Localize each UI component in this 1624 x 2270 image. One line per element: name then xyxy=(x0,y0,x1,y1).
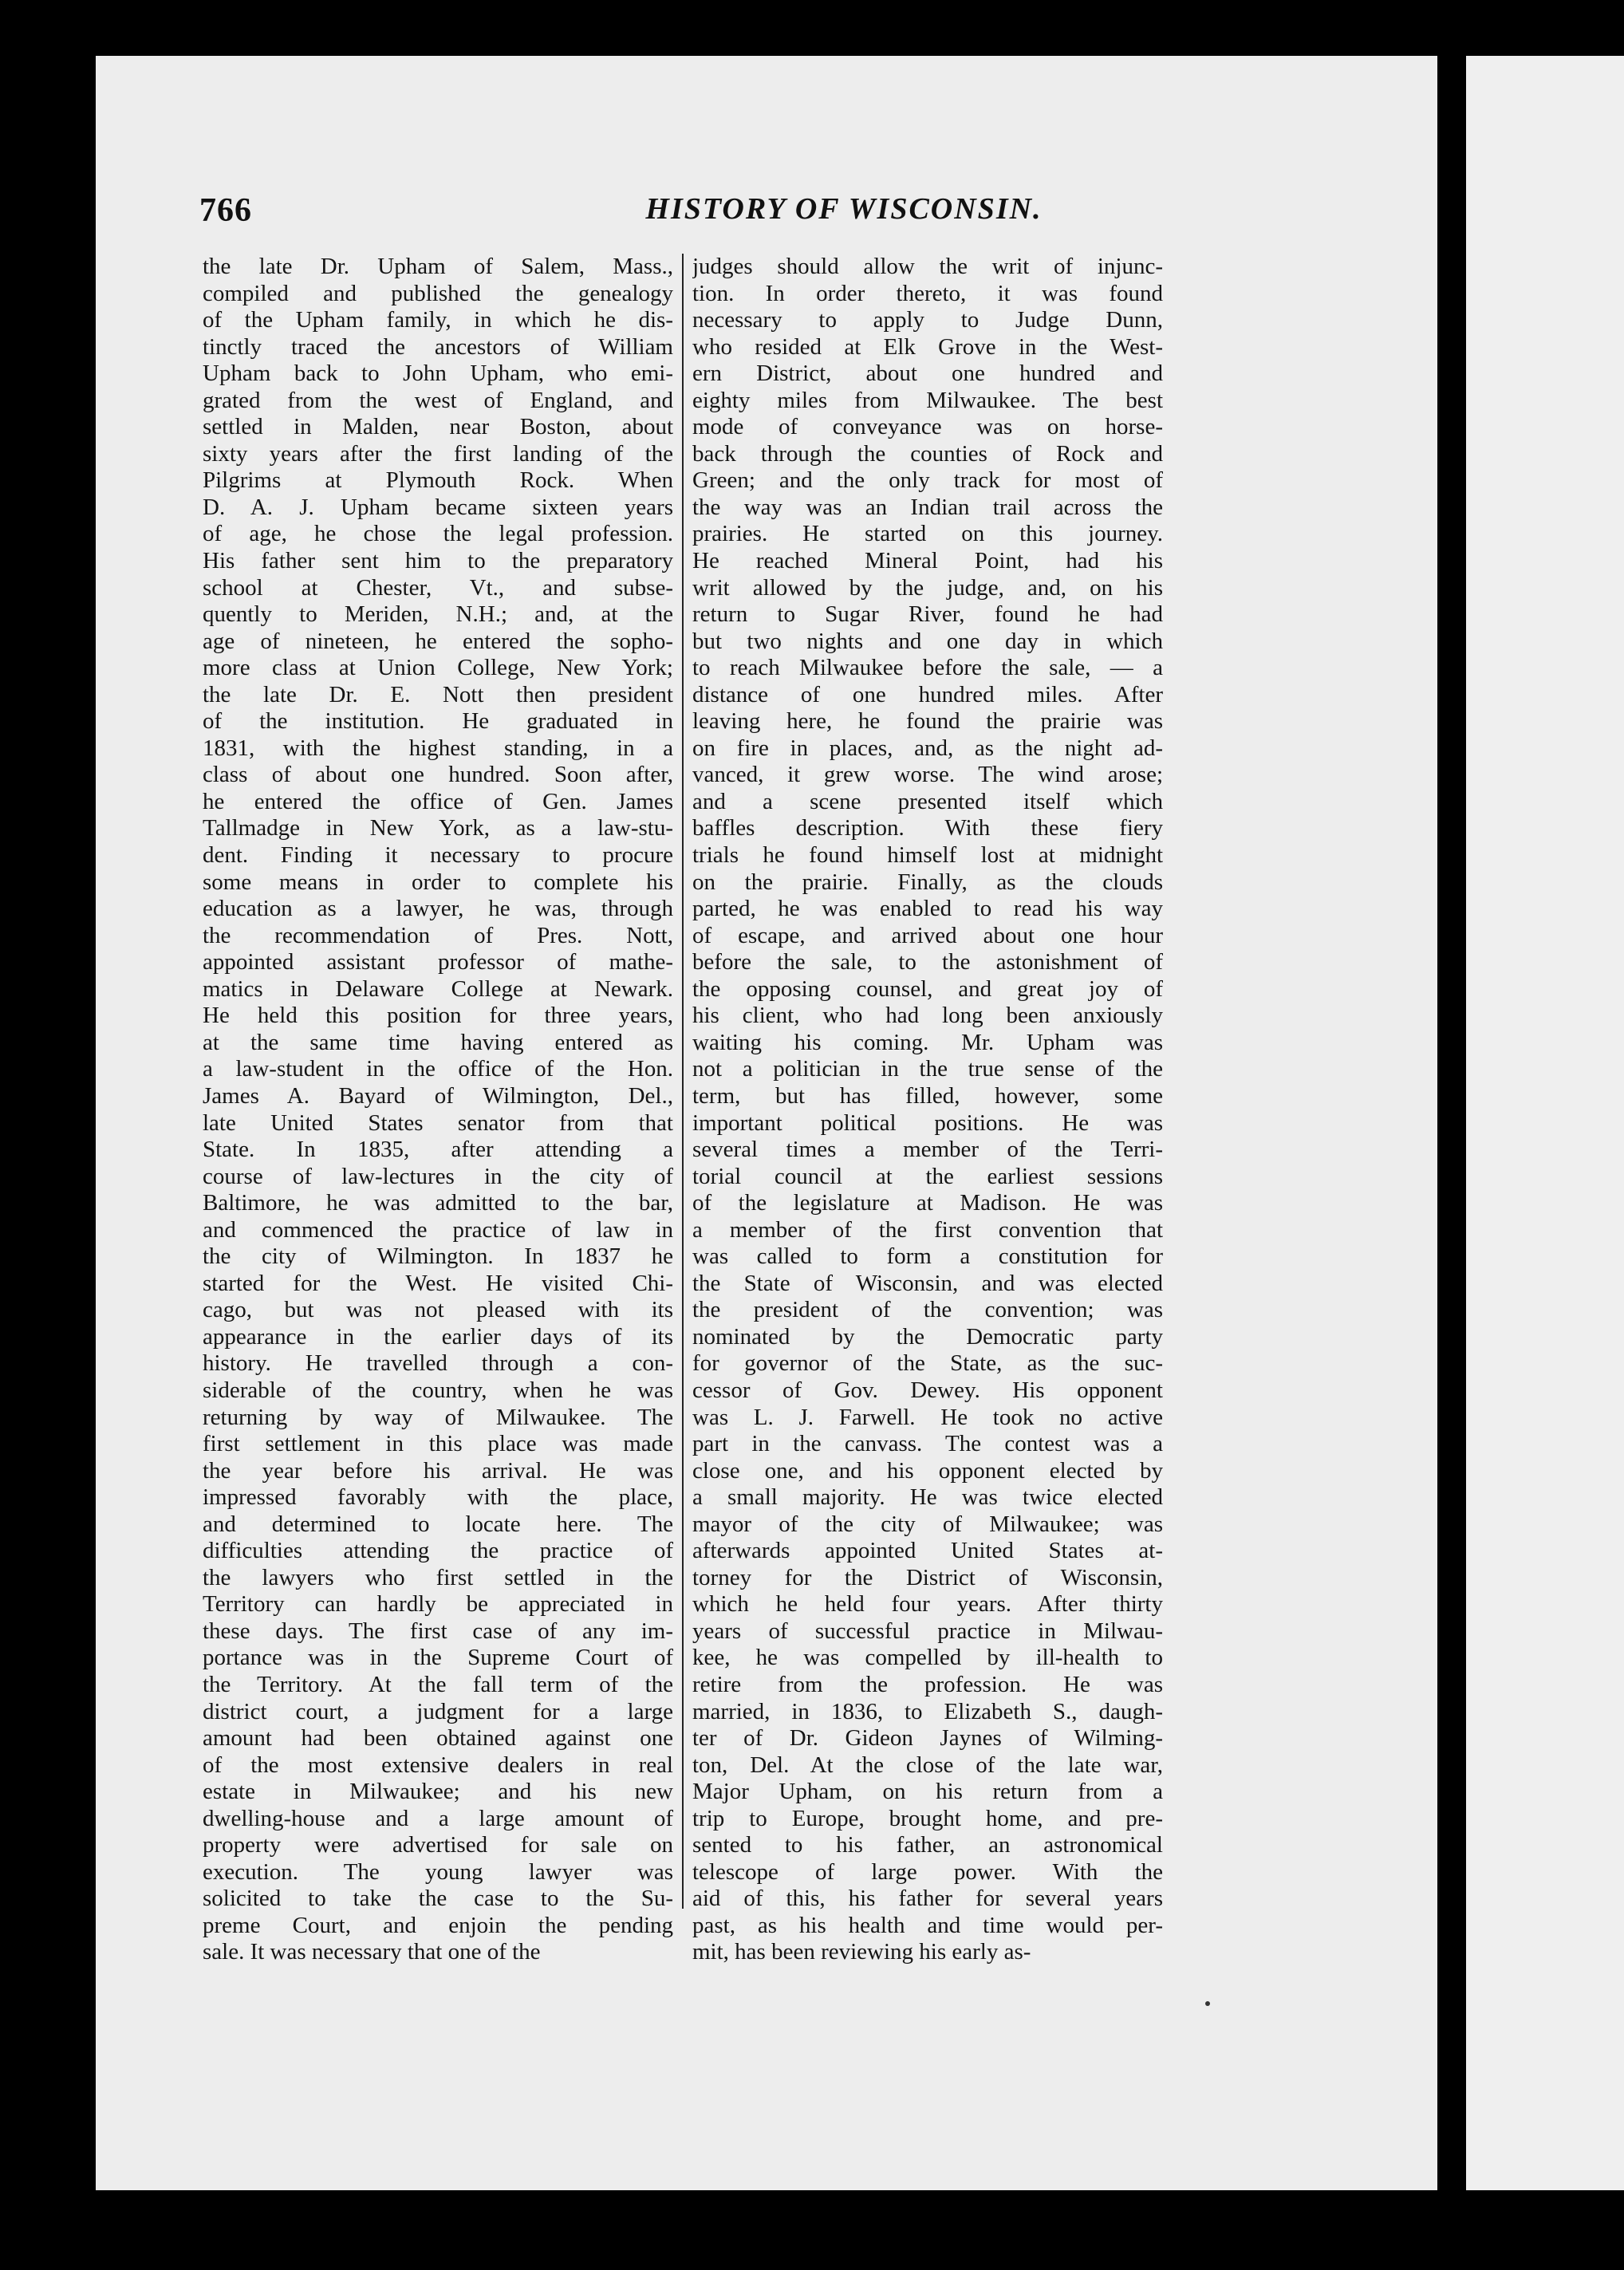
text-line: appearance in the earlier days of its xyxy=(203,1323,673,1350)
text-line: execution. The young lawyer was xyxy=(203,1858,673,1885)
text-line: mit, has been reviewing his early as- xyxy=(692,1939,1031,1965)
text-line: returning by way of Milwaukee. The xyxy=(203,1404,673,1430)
text-line: Baltimore, he was admitted to the bar, xyxy=(203,1190,673,1216)
text-line: of the legislature at Madison. He was xyxy=(692,1190,1163,1216)
text-line: was called to form a constitution for xyxy=(692,1243,1163,1270)
text-line: dent. Finding it necessary to procure xyxy=(203,842,673,869)
text-line: Green; and the only track for most of xyxy=(692,467,1163,494)
text-line: James A. Bayard of Wilmington, Del., xyxy=(203,1082,673,1109)
text-line: trip to Europe, brought home, and pre- xyxy=(692,1805,1163,1831)
text-line: sixty years after the first landing of the xyxy=(203,440,673,467)
text-line: the Territory. At the fall term of the xyxy=(203,1671,673,1697)
text-line: of the Upham family, in which he dis- xyxy=(203,307,673,333)
text-line: cessor of Gov. Dewey. His opponent xyxy=(692,1377,1163,1403)
text-line: Pilgrims at Plymouth Rock. When xyxy=(203,467,673,494)
text-line: education as a lawyer, he was, through xyxy=(203,896,673,922)
text-line: important political positions. He was xyxy=(692,1109,1163,1136)
page-header xyxy=(199,191,1488,247)
text-line: district court, a judgment for a large xyxy=(203,1698,673,1724)
text-line: He held this position for three years, xyxy=(203,1003,673,1029)
text-line: who resided at Elk Grove in the West- xyxy=(692,333,1163,360)
text-line: the late Dr. E. Nott then president xyxy=(203,681,673,707)
text-line: a small majority. He was twice elected xyxy=(692,1484,1163,1511)
text-line: vanced, it grew worse. The wind arose; xyxy=(692,762,1163,788)
text-line: D. A. J. Upham became sixteen years xyxy=(203,494,673,520)
text-line: he entered the office of Gen. James xyxy=(203,788,673,814)
text-line: tion. In order thereto, it was found xyxy=(692,280,1163,306)
text-line: Major Upham, on his return from a xyxy=(692,1779,1163,1805)
text-line: Tallmadge in New York, as a law-stu- xyxy=(203,815,673,841)
text-line: judges should allow the writ of injunc- xyxy=(692,254,1163,279)
text-line: tinctly traced the ancestors of William xyxy=(203,333,673,360)
text-line: which he held four years. After thirty xyxy=(692,1591,1163,1618)
text-line: to reach Milwaukee before the sale, — a xyxy=(692,655,1163,681)
text-line: the late Dr. Upham of Salem, Mass., xyxy=(203,254,673,279)
text-line: the opposing counsel, and great joy of xyxy=(692,975,1163,1002)
text-line: settled in Malden, near Boston, about xyxy=(203,414,673,440)
text-line: siderable of the country, when he was xyxy=(203,1377,673,1403)
text-line: ter of Dr. Gideon Jaynes of Wilming- xyxy=(692,1725,1163,1752)
text-line: Territory can hardly be appreciated in xyxy=(203,1591,673,1618)
text-line: more class at Union College, New York; xyxy=(203,655,673,681)
text-line: of age, he chose the legal profession. xyxy=(203,521,673,547)
text-line: the year before his arrival. He was xyxy=(203,1457,673,1484)
page-number: 766 xyxy=(199,192,252,229)
text-line: class of about one hundred. Soon after, xyxy=(203,762,673,788)
text-column-left xyxy=(203,254,673,1966)
text-line: and commenced the practice of law in xyxy=(203,1216,673,1243)
facing-page-edge xyxy=(1466,56,1624,2190)
text-line: started for the West. He visited Chi- xyxy=(203,1270,673,1296)
running-head: HISTORY OF WISCONSIN. xyxy=(645,192,1043,226)
text-line: these days. The first case of any im- xyxy=(203,1618,673,1644)
text-line: sented to his father, an astronomical xyxy=(692,1832,1163,1858)
text-line: eighty miles from Milwaukee. The best xyxy=(692,387,1163,413)
text-line: back through the counties of Rock and xyxy=(692,440,1163,467)
text-line: course of law-lectures in the city of xyxy=(203,1163,673,1189)
text-line: property were advertised for sale on xyxy=(203,1832,673,1858)
text-line: a member of the first convention that xyxy=(692,1216,1163,1243)
text-line: telescope of large power. With the xyxy=(692,1858,1163,1885)
text-line: matics in Delaware College at Newark. xyxy=(203,975,673,1002)
text-line: 1831, with the highest standing, in a xyxy=(203,735,673,761)
text-line: on the prairie. Finally, as the clouds xyxy=(692,869,1163,895)
text-line: his client, who had long been anxiously xyxy=(692,1003,1163,1029)
text-line: waiting his coming. Mr. Upham was xyxy=(692,1029,1163,1055)
text-line: the city of Wilmington. In 1837 he xyxy=(203,1243,673,1270)
text-line: years of successful practice in Milwau- xyxy=(692,1618,1163,1644)
column-divider xyxy=(682,254,684,1909)
ink-speck xyxy=(1205,2001,1210,2006)
text-line: ton, Del. At the close of the late war, xyxy=(692,1752,1163,1778)
text-line: preme Court, and enjoin the pending xyxy=(203,1912,673,1938)
text-line: sale. It was necessary that one of the xyxy=(203,1939,541,1965)
text-line: Upham back to John Upham, who emi- xyxy=(203,361,673,387)
text-line: of the institution. He graduated in xyxy=(203,708,673,735)
text-line: writ allowed by the judge, and, on his xyxy=(692,574,1163,601)
text-line: the president of the convention; was xyxy=(692,1297,1163,1323)
text-line: the way was an Indian trail across the xyxy=(692,494,1163,520)
text-line: nominated by the Democratic party xyxy=(692,1323,1163,1350)
text-line: grated from the west of England, and xyxy=(203,387,673,413)
text-line: was L. J. Farwell. He took no active xyxy=(692,1404,1163,1430)
text-line: appointed assistant professor of mathe- xyxy=(203,949,673,975)
text-line: compiled and published the genealogy xyxy=(203,280,673,306)
text-line: leaving here, he found the prairie was xyxy=(692,708,1163,735)
text-line: ern District, about one hundred and xyxy=(692,361,1163,387)
text-line: He reached Mineral Point, had his xyxy=(692,548,1163,574)
text-line: quently to Meriden, N.H.; and, at the xyxy=(203,601,673,628)
text-line: solicited to take the case to the Su- xyxy=(203,1886,673,1912)
text-line: on fire in places, and, as the night ad- xyxy=(692,735,1163,761)
text-line: aid of this, his father for several years xyxy=(692,1886,1163,1912)
text-line: close one, and his opponent elected by xyxy=(692,1457,1163,1484)
text-line: retire from the profession. He was xyxy=(692,1671,1163,1697)
text-line: return to Sugar River, found he had xyxy=(692,601,1163,628)
text-line: past, as his health and time would per- xyxy=(692,1912,1163,1938)
text-line: portance was in the Supreme Court of xyxy=(203,1645,673,1671)
text-line: of escape, and arrived about one hour xyxy=(692,922,1163,948)
text-line: baffles description. With these fiery xyxy=(692,815,1163,841)
text-line: married, in 1836, to Elizabeth S., daugh- xyxy=(692,1698,1163,1724)
text-line: history. He travelled through a con- xyxy=(203,1350,673,1377)
text-line: torney for the District of Wisconsin, xyxy=(692,1564,1163,1590)
text-line: amount had been obtained against one xyxy=(203,1725,673,1752)
text-line: before the sale, to the astonishment of xyxy=(692,949,1163,975)
text-column-right xyxy=(692,254,1163,1966)
text-line: part in the canvass. The contest was a xyxy=(692,1431,1163,1457)
text-line: late United States senator from that xyxy=(203,1109,673,1136)
text-line: of the most extensive dealers in real xyxy=(203,1752,673,1778)
text-line: several times a member of the Terri- xyxy=(692,1137,1163,1163)
text-line: for governor of the State, as the suc- xyxy=(692,1350,1163,1377)
text-line: dwelling-house and a large amount of xyxy=(203,1805,673,1831)
text-line: and a scene presented itself which xyxy=(692,788,1163,814)
text-line: age of nineteen, he entered the sopho- xyxy=(203,628,673,654)
text-line: mode of conveyance was on horse- xyxy=(692,414,1163,440)
text-line: distance of one hundred miles. After xyxy=(692,681,1163,707)
text-line: cago, but was not pleased with its xyxy=(203,1297,673,1323)
text-line: not a politician in the true sense of the xyxy=(692,1056,1163,1082)
text-line: mayor of the city of Milwaukee; was xyxy=(692,1511,1163,1537)
text-line: parted, he was enabled to read his way xyxy=(692,896,1163,922)
text-line: necessary to apply to Judge Dunn, xyxy=(692,307,1163,333)
text-line: torial council at the earliest sessions xyxy=(692,1163,1163,1189)
text-line: kee, he was compelled by ill-health to xyxy=(692,1645,1163,1671)
text-line: but two nights and one day in which xyxy=(692,628,1163,654)
text-line: His father sent him to the preparatory xyxy=(203,548,673,574)
text-line: at the same time having entered as xyxy=(203,1029,673,1055)
text-line: trials he found himself lost at midnight xyxy=(692,842,1163,869)
text-line: the State of Wisconsin, and was elected xyxy=(692,1270,1163,1296)
text-line: prairies. He started on this journey. xyxy=(692,521,1163,547)
text-line: the lawyers who first settled in the xyxy=(203,1564,673,1590)
text-line: State. In 1835, after attending a xyxy=(203,1137,673,1163)
text-line: impressed favorably with the place, xyxy=(203,1484,673,1511)
text-line: first settlement in this place was made xyxy=(203,1431,673,1457)
text-line: afterwards appointed United States at- xyxy=(692,1538,1163,1564)
text-line: term, but has filled, however, some xyxy=(692,1082,1163,1109)
text-line: school at Chester, Vt., and subse- xyxy=(203,574,673,601)
text-line: estate in Milwaukee; and his new xyxy=(203,1779,673,1805)
text-line: difficulties attending the practice of xyxy=(203,1538,673,1564)
text-line: and determined to locate here. The xyxy=(203,1511,673,1537)
text-line: a law-student in the office of the Hon. xyxy=(203,1056,673,1082)
text-line: the recommendation of Pres. Nott, xyxy=(203,922,673,948)
text-line: some means in order to complete his xyxy=(203,869,673,895)
